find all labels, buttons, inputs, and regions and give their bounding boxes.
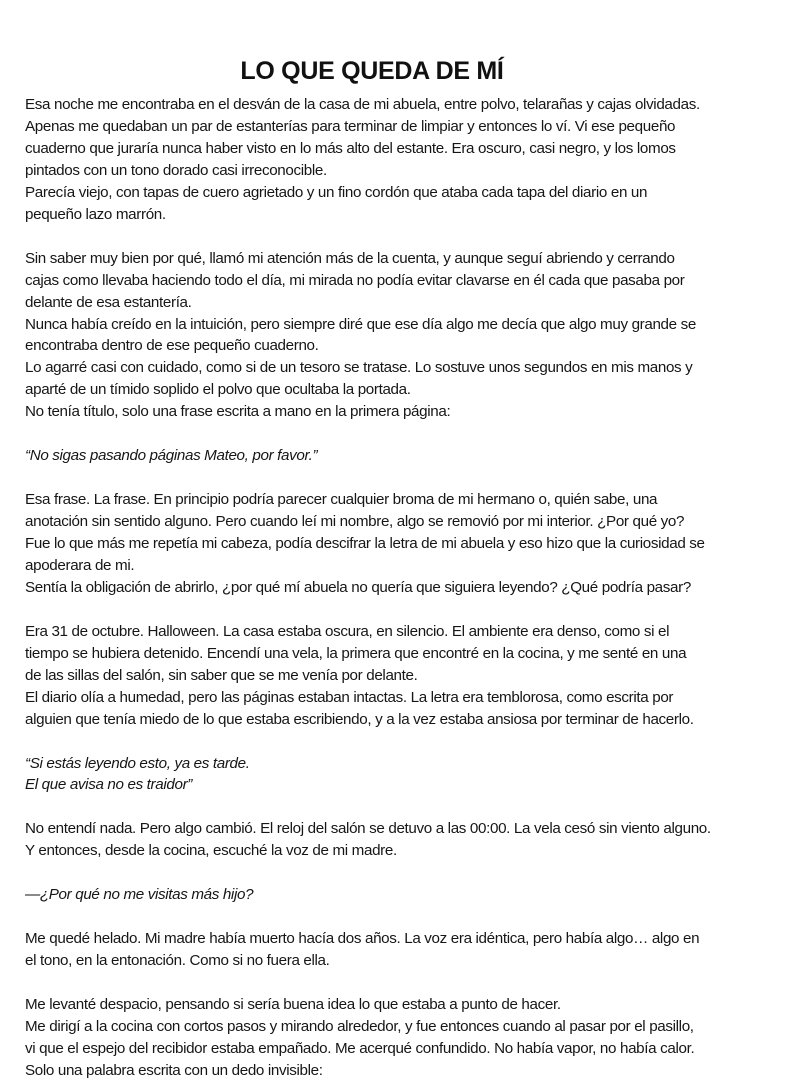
paragraph-line: Me quedé helado. Mi madre había muerto hacía dos años. La voz era idéntica, pero había algo… algo en	[25, 930, 700, 948]
paragraph-line: Me dirigí a la cocina con cortos pasos y mirando alrededor, y fue entonces cuando al pasar por el pasillo,	[25, 1017, 694, 1035]
quote-line: “Si estás leyendo esto, ya es tarde.	[25, 754, 250, 772]
paragraph-line: Lo agarré casi con cuidado, como si de un tesoro se tratase. Lo sostuve unos segundos en mis manos y	[25, 359, 693, 377]
paragraph-line: Sentía la obligación de abrirlo, ¿por qué mí abuela no quería que siguiera leyendo? ¿Qué podría pasar?	[25, 578, 691, 596]
quote-line: —¿Por qué no me visitas más hijo?	[25, 886, 254, 904]
paragraph-line: No entendí nada. Pero algo cambió. El reloj del salón se detuvo a las 00:00. La vela cesó sin viento alguno.	[25, 820, 711, 838]
paragraph-line: delante de esa estantería.	[25, 293, 192, 311]
paragraph-line: alguien que tenía miedo de lo que estaba escribiendo, y a la vez estaba ansiosa por terminar de hacerlo.	[25, 710, 694, 728]
paragraph-line: Solo una palabra escrita con un dedo invisible:	[25, 1061, 323, 1079]
paragraph-line: cajas como llevaba haciendo todo el día, mi mirada no podía evitar clavarse en él cada que pasaba por	[25, 271, 685, 289]
paragraph-line: Me levanté despacio, pensando si sería buena idea lo que estaba a punto de hacer.	[25, 995, 561, 1013]
paragraph-line: anotación sin sentido alguno. Pero cuando leí mi nombre, algo se removió por mi interior. ¿Por qué yo?	[25, 513, 685, 531]
paragraph-line: el tono, en la entonación. Como si no fuera ella.	[25, 952, 330, 970]
quote-line: “No sigas pasando páginas Mateo, por favor.”	[25, 447, 318, 465]
paragraph-line: Nunca había creído en la intuición, pero siempre diré que ese día algo me decía que algo muy grande se	[25, 315, 696, 333]
paragraph-line: Y entonces, desde la cocina, escuché la voz de mi madre.	[25, 842, 397, 860]
paragraph-line: Sin saber muy bien por qué, llamó mi atención más de la cuenta, y aunque seguí abriendo y cerrando	[25, 249, 675, 267]
paragraph-line: encontraba dentro de ese pequeño cuaderno.	[25, 337, 319, 355]
paragraph-line: pintados con un tono dorado casi irreconocible.	[25, 161, 327, 179]
paragraph-line: Apenas me quedaban un par de estanterías para terminar de limpiar y entonces lo ví. Vi ese pequeño	[25, 117, 676, 135]
paragraph-line: apoderara de mi.	[25, 556, 135, 574]
paragraph-line: Esa frase. La frase. En principio podría parecer cualquier broma de mi hermano o, quién sabe, una	[25, 491, 658, 509]
paragraph-line: No tenía título, solo una frase escrita a mano en la primera página:	[25, 403, 451, 421]
paragraph-line: de las sillas del salón, sin saber que se me venía por delante.	[25, 666, 418, 684]
paragraph-line: Esa noche me encontraba en el desván de la casa de mi abuela, entre polvo, telarañas y cajas olvidadas.	[25, 96, 700, 113]
paragraph-line: Era 31 de octubre. Halloween. La casa estaba oscura, en silencio. El ambiente era denso, como si el	[25, 622, 670, 640]
quote-line: El que avisa no es traidor”	[25, 776, 192, 794]
paragraph-line: vi que el espejo del recibidor estaba empañado. Me acerqué confundido. No había vapor, no había calor.	[25, 1039, 695, 1057]
document-title: LO QUE QUEDA DE MÍ	[240, 56, 504, 85]
paragraph-line: tiempo se hubiera detenido. Encendí una vela, la primera que encontré en la cocina, y me senté en una	[25, 644, 687, 662]
paragraph-line: aparté de un tímido soplido el polvo que ocultaba la portada.	[25, 381, 411, 399]
paragraph-line: El diario olía a humedad, pero las páginas estaban intactas. La letra era temblorosa, como escrita por	[25, 688, 674, 706]
paragraph-line: cuaderno que juraría nunca haber visto en lo más alto del estante. Era oscuro, casi negro, y los lomos	[25, 139, 676, 157]
paragraph-line: Parecía viejo, con tapas de cuero agrietado y un fino cordón que ataba cada tapa del diario en un	[25, 183, 648, 201]
paragraph-line: pequeño lazo marrón.	[25, 205, 166, 223]
paragraph-line: Fue lo que más me repetía mi cabeza, podía descifrar la letra de mi abuela y eso hizo que la curiosidad se	[25, 535, 705, 552]
